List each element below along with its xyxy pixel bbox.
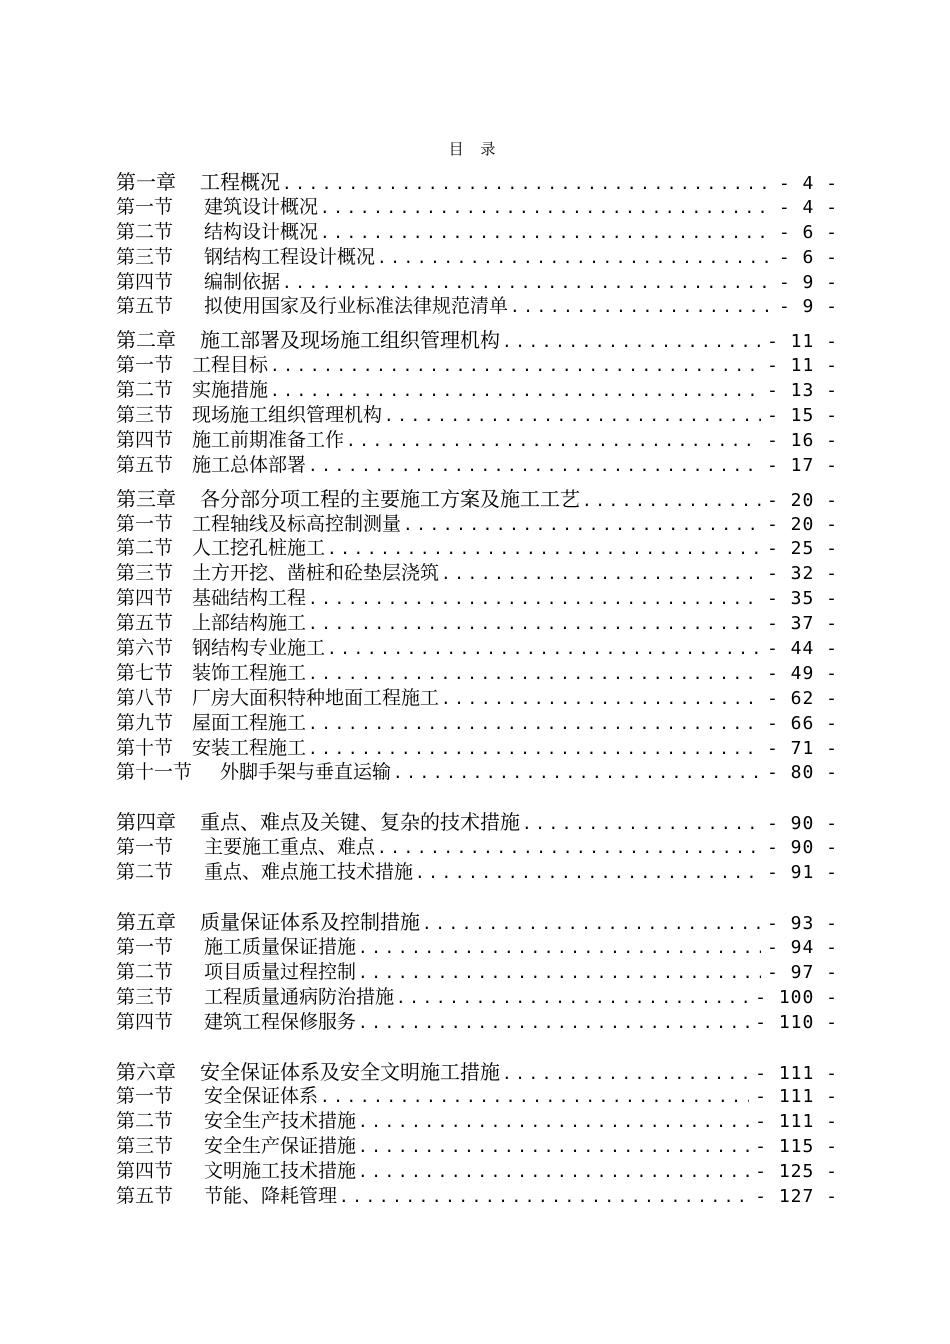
toc-chapter-0[interactable] — [116, 170, 838, 195]
toc-entry-number: 第十节 — [116, 736, 174, 759]
toc-entry-page-number: - 11 - — [766, 331, 838, 353]
toc-entry-title: 安全生产技术措施 — [204, 1110, 357, 1133]
toc-entry-number: 第五节 — [116, 612, 174, 635]
toc-entry-title: 基础结构工程 — [192, 587, 307, 610]
toc-entry-page-number: - 4 - — [778, 196, 838, 218]
toc-entry-title: 钢结构专业施工 — [192, 637, 326, 660]
toc-entry-number: 第五章 — [116, 910, 176, 935]
toc-entry-dot-leader — [308, 454, 761, 478]
toc-entry-page-number: - 94 - — [766, 936, 838, 958]
toc-section-16[interactable] — [116, 586, 838, 611]
toc-entry-dot-leader — [346, 429, 761, 453]
toc-entry-number: 第二节 — [116, 861, 174, 884]
toc-entry-dot-leader — [358, 1110, 749, 1134]
toc-section-3[interactable] — [116, 245, 838, 270]
toc-entry-dot-leader — [358, 1011, 749, 1035]
toc-entry-number: 第二节 — [116, 960, 174, 983]
toc-section-22[interactable] — [116, 736, 838, 761]
toc-entry-page-number: - 97 - — [766, 961, 838, 983]
toc-section-25[interactable] — [116, 835, 838, 860]
toc-section-29[interactable] — [116, 960, 838, 985]
toc-section-37[interactable] — [116, 1184, 838, 1209]
toc-entry-title: 各分部分项工程的主要施工方案及施工工艺 — [200, 486, 580, 511]
toc-entry-title: 屋面工程施工 — [192, 711, 307, 734]
toc-entry-number: 第五节 — [116, 453, 174, 476]
toc-entry-dot-leader — [358, 961, 761, 985]
toc-entry-title: 工程轴线及标高控制测量 — [192, 512, 402, 535]
toc-entry-title: 工程概况 — [200, 170, 280, 194]
toc-entry-page-number: - 66 - — [766, 712, 838, 734]
toc-section-28[interactable] — [116, 935, 838, 960]
toc-entry-dot-leader — [403, 513, 761, 537]
toc-entry-page-number: - 6 - — [778, 246, 838, 268]
toc-entry-page-number: - 4 - — [778, 173, 838, 194]
toc-section-20[interactable] — [116, 686, 838, 711]
toc-entry-number: 第三节 — [116, 562, 174, 585]
toc-entry-dot-leader — [339, 1185, 749, 1209]
toc-entry-dot-leader — [415, 861, 761, 885]
toc-entry-dot-leader — [308, 712, 761, 736]
toc-entry-dot-leader — [282, 271, 773, 295]
toc-entry-page-number: - 37 - — [766, 613, 838, 635]
toc-entry-dot-leader — [327, 537, 761, 561]
toc-entry-page-number: - 6 - — [778, 221, 838, 243]
toc-section-23[interactable] — [116, 760, 838, 785]
toc-section-26[interactable] — [116, 860, 838, 885]
toc-section-31[interactable] — [116, 1010, 838, 1035]
toc-chapter-6[interactable] — [116, 328, 838, 353]
toc-section-1[interactable] — [116, 195, 838, 220]
toc-entry-number: 第六节 — [116, 637, 174, 660]
toc-section-30[interactable] — [116, 985, 838, 1010]
toc-entry-title: 编制依据 — [204, 270, 281, 293]
toc-entry-page-number: - 91 - — [766, 862, 838, 884]
toc-section-8[interactable] — [116, 378, 838, 403]
toc-heading: 目 录 — [448, 140, 502, 158]
toc-entry-dot-leader — [441, 687, 761, 711]
toc-entry-page-number: - 71 - — [766, 737, 838, 759]
toc-entry-number: 第一节 — [116, 354, 174, 377]
toc-section-17[interactable] — [116, 611, 838, 636]
toc-entry-page-number: - 127 - — [755, 1185, 838, 1207]
toc-entry-dot-leader — [358, 936, 761, 960]
toc-entry-number: 第二节 — [116, 220, 174, 243]
toc-entry-title: 现场施工组织管理机构 — [192, 404, 383, 427]
toc-section-9[interactable] — [116, 403, 838, 428]
toc-entry-number: 第四节 — [116, 428, 174, 451]
toc-entry-number: 第七节 — [116, 661, 174, 684]
toc-entry-page-number: - 35 - — [766, 588, 838, 610]
toc-entry-title: 安全保证体系及安全文明施工措施 — [200, 1059, 500, 1084]
toc-entry-page-number: - 100 - — [755, 986, 838, 1008]
toc-entry-number: 第四节 — [116, 1010, 174, 1033]
toc-entry-page-number: - 93 - — [766, 913, 838, 935]
toc-entry-dot-leader — [422, 912, 761, 935]
toc-entry-number: 第一节 — [116, 195, 174, 218]
toc-entry-title: 主要施工重点、难点 — [204, 836, 376, 859]
toc-entry-title: 工程质量通病防治措施 — [204, 985, 395, 1008]
toc-entry-title: 结构设计概况 — [204, 220, 319, 243]
toc-section-18[interactable] — [116, 636, 838, 661]
toc-entry-dot-leader — [358, 1135, 749, 1159]
toc-entry-page-number: - 17 - — [766, 454, 838, 476]
toc-entry-title: 安装工程施工 — [192, 736, 307, 759]
toc-entry-dot-leader — [377, 246, 773, 270]
toc-entry-title: 施工质量保证措施 — [204, 935, 357, 958]
toc-entry-dot-leader — [393, 761, 761, 785]
toc-entry-page-number: - 125 - — [755, 1161, 838, 1183]
toc-entry-number: 第二节 — [116, 1110, 174, 1133]
toc-entry-page-number: - 80 - — [766, 762, 838, 784]
toc-entry-number: 第四节 — [116, 587, 174, 610]
toc-entry-number: 第四章 — [116, 810, 176, 835]
toc-entry-page-number: - 32 - — [766, 563, 838, 585]
toc-entry-number: 第一节 — [116, 1085, 174, 1108]
toc-entry-number: 第三章 — [116, 486, 176, 511]
toc-entry-number: 第八节 — [116, 686, 174, 709]
toc-entry-title: 施工部署及现场施工组织管理机构 — [200, 328, 500, 353]
toc-entry-page-number: - 49 - — [766, 662, 838, 684]
toc-section-7[interactable] — [116, 353, 838, 378]
toc-entry-title: 钢结构工程设计概况 — [204, 245, 376, 268]
toc-entry-number: 第三节 — [116, 404, 174, 427]
toc-entry-page-number: - 13 - — [766, 380, 838, 402]
toc-section-36[interactable] — [116, 1159, 838, 1184]
toc-entry-page-number: - 20 - — [766, 513, 838, 535]
toc-entry-dot-leader — [308, 612, 761, 636]
toc-entry-dot-leader — [377, 836, 761, 860]
toc-entry-number: 第一章 — [116, 170, 176, 194]
toc-entry-page-number: - 111 - — [755, 1062, 838, 1084]
toc-entry-number: 第四节 — [116, 1160, 174, 1183]
toc-section-34[interactable] — [116, 1109, 838, 1134]
toc-section-4[interactable] — [116, 270, 838, 295]
toc-entry-title: 建筑设计概况 — [204, 195, 319, 218]
table-of-contents — [116, 170, 838, 1209]
toc-entry-number: 第一节 — [116, 935, 174, 958]
toc-chapter-27[interactable] — [116, 910, 838, 935]
toc-section-35[interactable] — [116, 1134, 838, 1159]
toc-section-19[interactable] — [116, 661, 838, 686]
toc-entry-page-number: - 62 - — [766, 687, 838, 709]
toc-entry-dot-leader — [384, 404, 761, 428]
toc-entry-dot-leader — [502, 330, 761, 353]
toc-entry-number: 第三节 — [116, 245, 174, 268]
toc-entry-dot-leader — [308, 587, 761, 611]
toc-entry-title: 工程目标 — [192, 354, 269, 377]
toc-entry-dot-leader — [502, 1062, 749, 1085]
toc-entry-title: 拟使用国家及行业标准法律规范清单 — [204, 295, 509, 318]
toc-entry-number: 第五节 — [116, 1184, 174, 1207]
toc-entry-title: 装饰工程施工 — [192, 661, 307, 684]
toc-section-21[interactable] — [116, 711, 838, 736]
toc-entry-page-number: - 44 - — [766, 638, 838, 660]
toc-entry-title: 厂房大面积特种地面工程施工 — [192, 686, 440, 709]
toc-entry-number: 第二节 — [116, 379, 174, 402]
toc-entry-number: 第二节 — [116, 537, 174, 560]
toc-entry-title: 人工挖孔桩施工 — [192, 537, 326, 560]
toc-entry-number: 第五节 — [116, 295, 174, 318]
toc-entry-title: 建筑工程保修服务 — [204, 1010, 357, 1033]
toc-entry-title: 施工总体部署 — [192, 453, 307, 476]
toc-entry-page-number: - 90 - — [766, 813, 838, 835]
toc-entry-page-number: - 25 - — [766, 538, 838, 560]
toc-entry-title: 上部结构施工 — [192, 612, 307, 635]
toc-entry-dot-leader — [510, 295, 773, 319]
toc-entry-number: 第六章 — [116, 1059, 176, 1084]
toc-entry-number: 第三节 — [116, 1135, 174, 1158]
toc-section-10[interactable] — [116, 428, 838, 453]
toc-entry-dot-leader — [270, 379, 761, 403]
toc-entry-title: 土方开挖、凿桩和砼垫层浇筑 — [192, 562, 440, 585]
toc-entry-dot-leader — [320, 221, 773, 245]
toc-entry-dot-leader — [396, 986, 749, 1010]
toc-entry-number: 第四节 — [116, 270, 174, 293]
toc-entry-dot-leader — [308, 737, 761, 761]
toc-entry-title: 节能、降耗管理 — [204, 1184, 338, 1207]
toc-entry-page-number: - 115 - — [755, 1136, 838, 1158]
toc-entry-dot-leader — [270, 354, 761, 378]
toc-entry-number: 第二章 — [116, 328, 176, 353]
toc-entry-number: 第九节 — [116, 711, 174, 734]
toc-section-13[interactable] — [116, 512, 838, 537]
toc-entry-dot-leader — [358, 1160, 749, 1184]
toc-entry-page-number: - 16 - — [766, 429, 838, 451]
toc-entry-page-number: - 11 - — [766, 355, 838, 377]
toc-entry-dot-leader — [308, 662, 761, 686]
toc-entry-dot-leader — [441, 562, 761, 586]
toc-entry-title: 施工前期准备工作 — [192, 428, 345, 451]
toc-entry-title: 重点、难点及关键、复杂的技术措施 — [200, 810, 520, 835]
toc-entry-title: 项目质量过程控制 — [204, 960, 357, 983]
toc-entry-dot-leader — [320, 1085, 749, 1109]
toc-entry-title: 质量保证体系及控制措施 — [200, 910, 420, 935]
toc-entry-number: 第十一节 — [116, 761, 193, 784]
toc-section-2[interactable] — [116, 220, 838, 245]
toc-entry-number: 第一节 — [116, 836, 174, 859]
toc-entry-title: 重点、难点施工技术措施 — [204, 861, 414, 884]
toc-entry-page-number: - 90 - — [766, 837, 838, 859]
toc-entry-dot-leader — [582, 489, 761, 512]
toc-chapter-32[interactable] — [116, 1060, 838, 1085]
toc-section-5[interactable] — [116, 294, 838, 319]
toc-entry-title: 实施措施 — [192, 379, 269, 402]
toc-section-15[interactable] — [116, 561, 838, 586]
toc-chapter-24[interactable] — [116, 810, 838, 835]
toc-entry-page-number: - 15 - — [766, 405, 838, 427]
toc-entry-dot-leader — [327, 637, 761, 661]
toc-section-33[interactable] — [116, 1084, 838, 1109]
toc-entry-title: 安全生产保证措施 — [204, 1135, 357, 1158]
toc-entry-dot-leader — [522, 812, 761, 835]
toc-entry-page-number: - 111 - — [755, 1111, 838, 1133]
toc-entry-page-number: - 111 - — [755, 1086, 838, 1108]
toc-entry-number: 第一节 — [116, 512, 174, 535]
toc-entry-page-number: - 9 - — [778, 271, 838, 293]
toc-entry-number: 第三节 — [116, 985, 174, 1008]
toc-section-11[interactable] — [116, 453, 838, 478]
toc-entry-page-number: - 110 - — [755, 1011, 838, 1033]
toc-entry-title: 安全保证体系 — [204, 1085, 319, 1108]
toc-entry-page-number: - 9 - — [778, 296, 838, 318]
toc-entry-title: 外脚手架与垂直运输 — [220, 761, 392, 784]
toc-chapter-12[interactable] — [116, 487, 838, 512]
toc-section-14[interactable] — [116, 536, 838, 561]
toc-entry-title: 文明施工技术措施 — [204, 1160, 357, 1183]
toc-entry-page-number: - 20 - — [766, 489, 838, 511]
toc-entry-dot-leader — [320, 196, 773, 220]
toc-entry-dot-leader — [282, 172, 773, 195]
